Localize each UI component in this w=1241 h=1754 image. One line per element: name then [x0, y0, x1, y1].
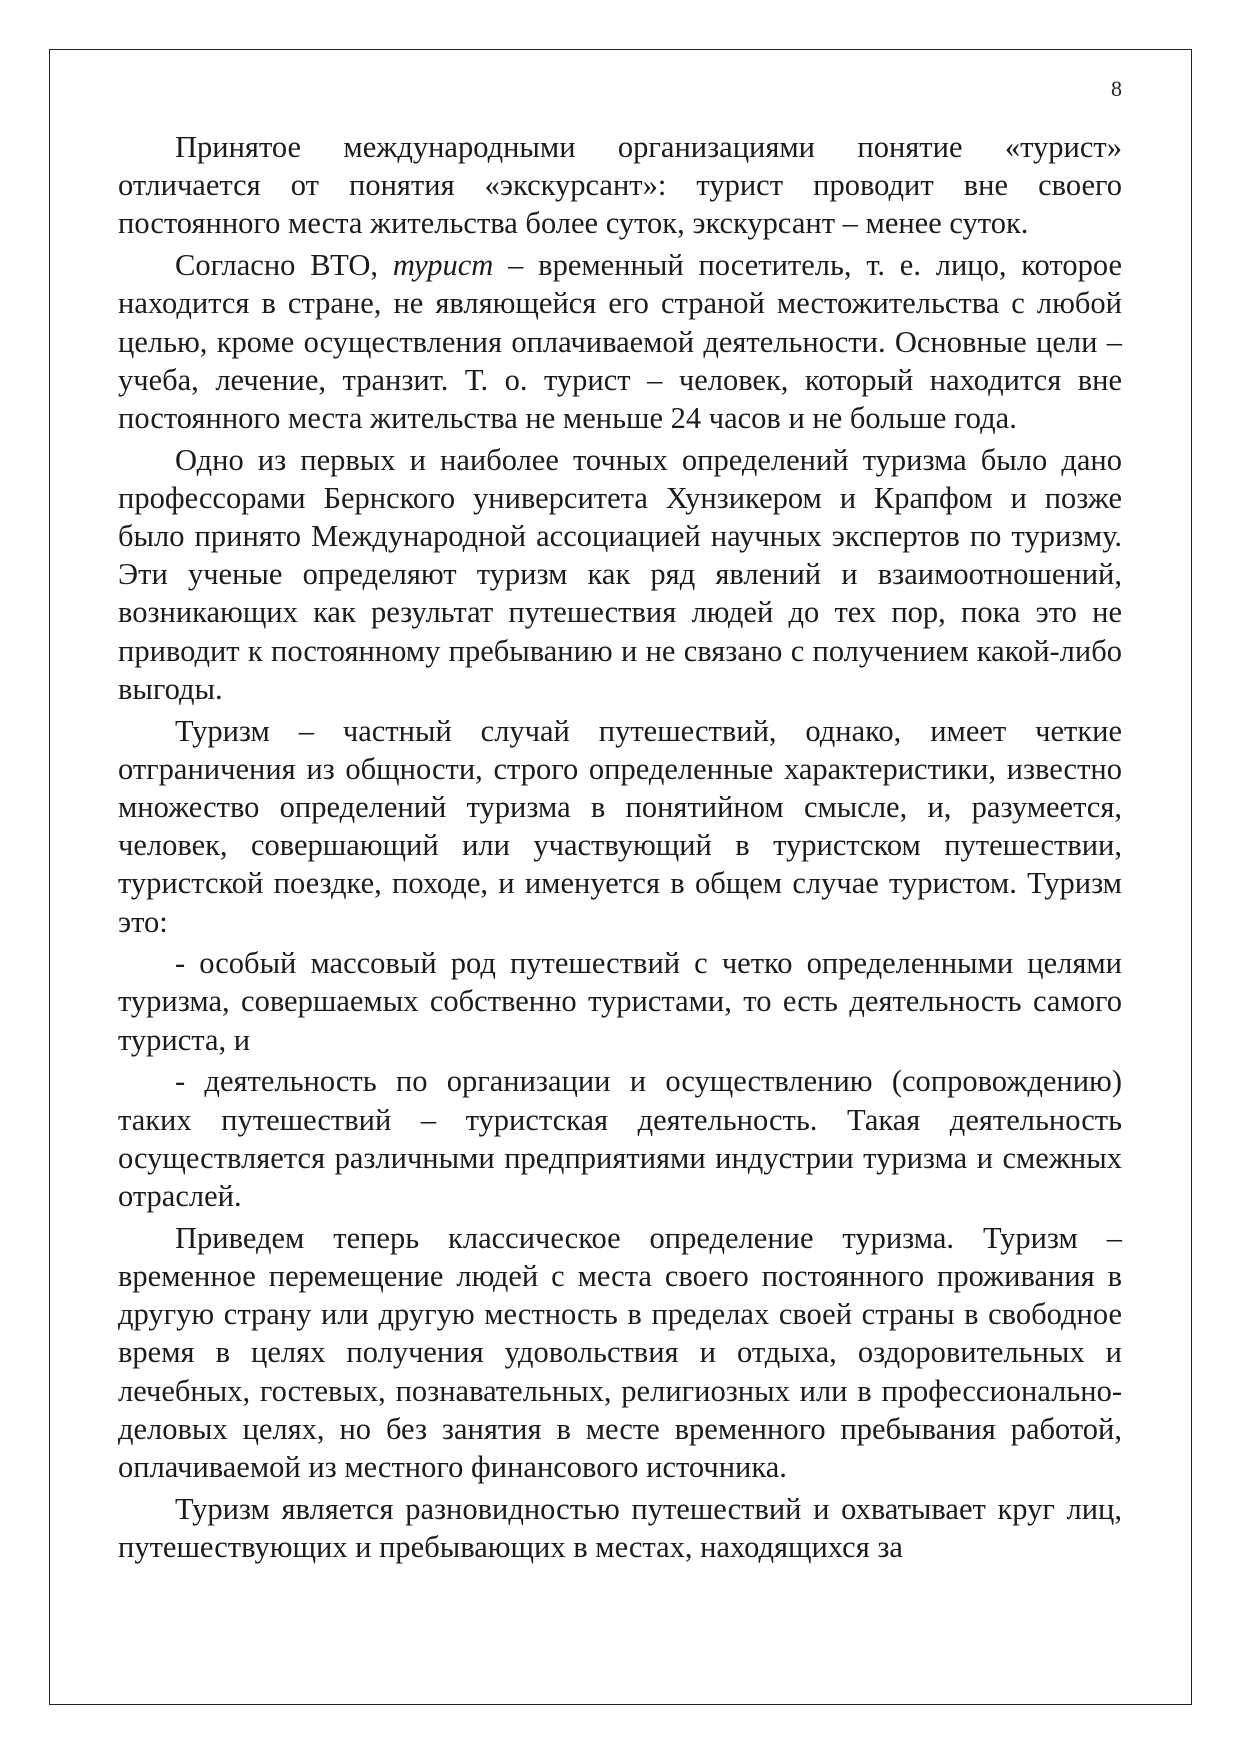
paragraph-tourist-vs-excursionist: Принятое международными организациями понятие «турист» отличается от понятия «экскурсант»: турист проводит вне своего постоянного места жительства более суток, экскурсант – менее суток.	[118, 130, 1122, 241]
paragraph-tourism-special-case: Туризм – частный случай путешествий, однако, имеет четкие отграничения из общности, строго определенные характеристики, известно множество определений туризма в понятийном смысле, и, разумеется, человек, совершающий или участвующий в туристском путешествии, туристской поездке, походе, и именуется в общем случае туристом. Туризм это:	[118, 713, 1122, 939]
list-item-mass-travel: - особый массовый род путешествий с четко определенными целями туризма, совершаемых собственно туристами, то есть деятельность самого туриста, и	[118, 946, 1122, 1057]
list-item-organizing-activity: - деятельность по организации и осуществлению (сопровождению) таких путешествий – туристская деятельность. Такая деятельность осуществляется различными предприятиями индустрии туризма и смежных отраслей.	[118, 1064, 1122, 1213]
page-number: 8	[1111, 76, 1122, 101]
paragraph-tourism-scope: Туризм является разновидностью путешествий и охватывает круг лиц, путешествующих и пребывающих в местах, находящихся за	[118, 1491, 1122, 1564]
paragraph-wto-definition	[118, 246, 1122, 437]
paragraph-bern-definition: Одно из первых и наиболее точных определений туризма было дано профессорами Бернского университета Хунзикером и Крапфом и позже было принято Международной ассоциацией научных экспертов по туризму. Эти ученые определяют туризм как ряд явлений и взаимоотношений, возникающих как результат путешествия людей до тех пор, пока это не приводит к постоянному пребыванию и не связано с получением какой-либо выгоды.	[118, 442, 1122, 706]
document-body	[118, 128, 1122, 1570]
paragraph-text: Согласно ВТО,	[175, 248, 393, 283]
paragraph-classic-definition: Приведем теперь классическое определение туризма. Туризм – временное перемещение людей с места своего постоянного проживания в другую страну или другую местность в пределах своей страны в свободное время в целях получения удовольствия и отдыха, оздоровительных и лечебных, гостевых, познавательных, религиозных или в профессионально-деловых целях, но без занятия в месте временного пребывания работой, оплачиваемой из местного финансового источника.	[118, 1220, 1122, 1484]
italic-term-tourist: турист	[392, 248, 494, 283]
paragraph-text: – временный посетитель, т. е. лицо, которое находится в стране, не являющейся его страной местожительства с любой целью, кроме осуществления оплачиваемой деятельности. Основные цели – учеба, лечение, транзит. Т. о. турист – человек, который находится вне постоянного места жительства не меньше 24 часов и не больше года.	[118, 248, 1122, 435]
